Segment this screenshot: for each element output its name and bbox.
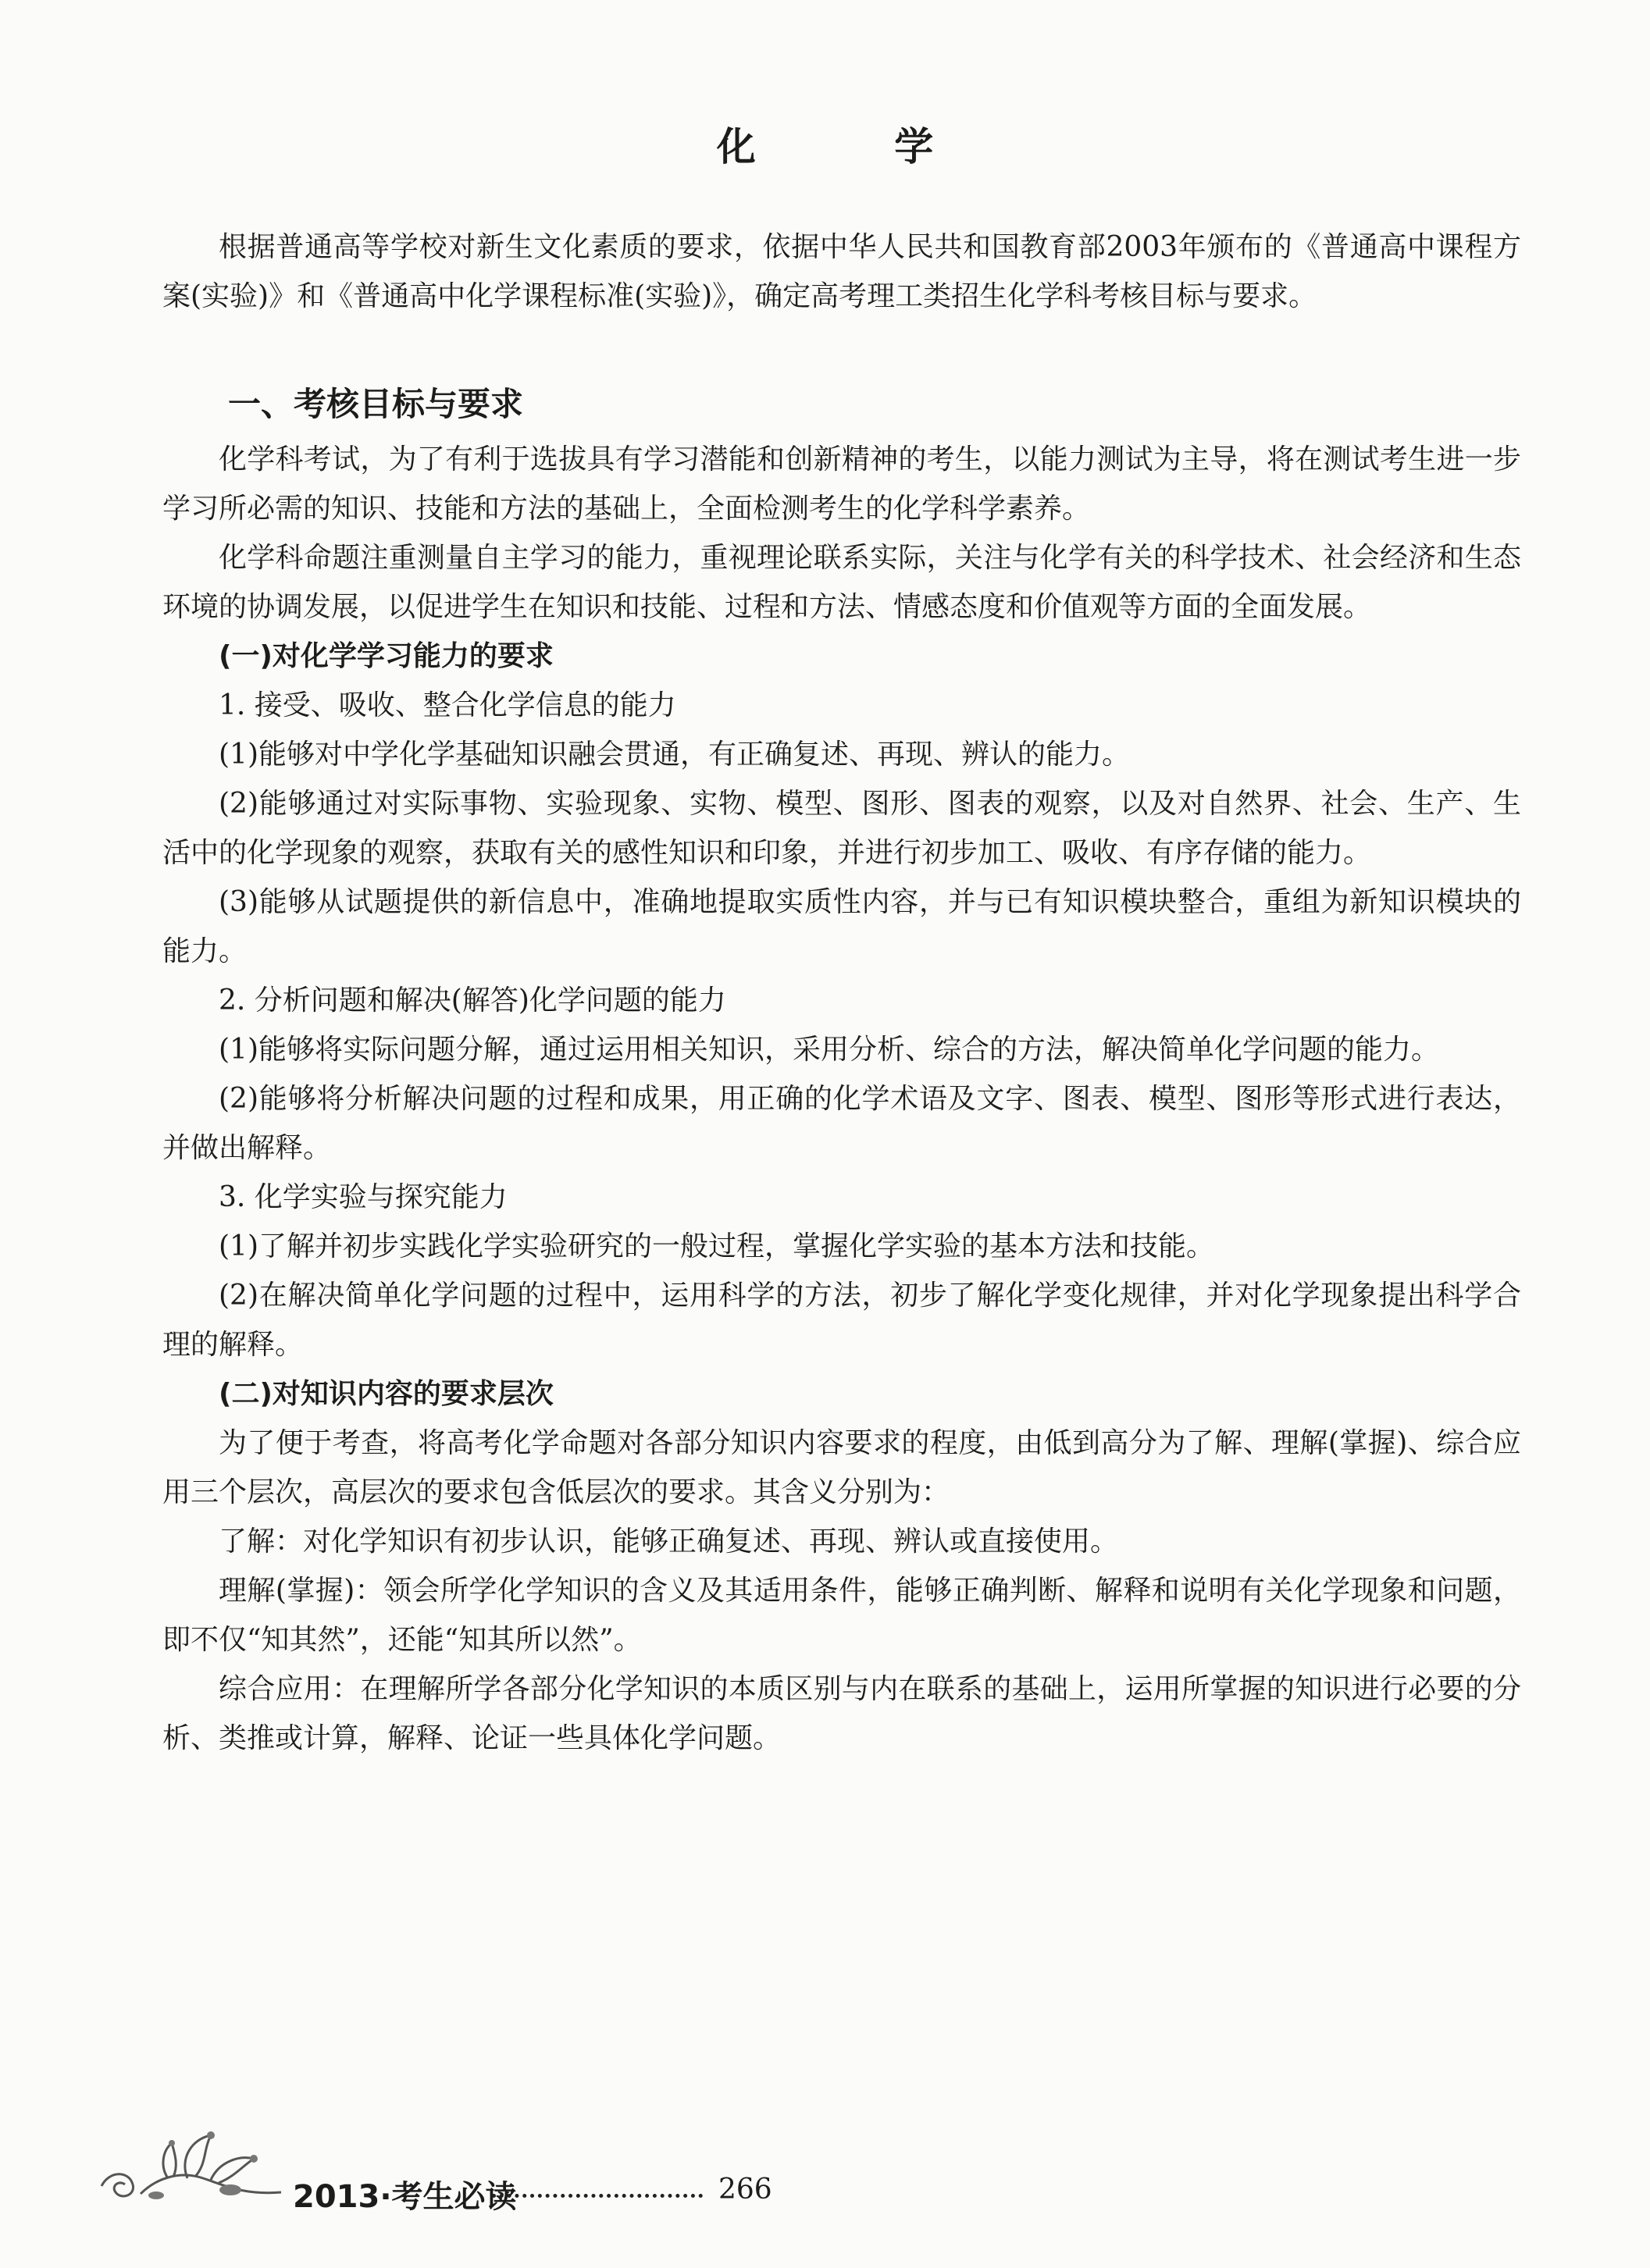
footer-dot-leader [492, 2194, 703, 2198]
subsection-heading: (二)对知识内容的要求层次 [219, 1378, 554, 1410]
section-heading: 一、考核目标与要求 [228, 385, 524, 423]
item-heading: 3. 化学实验与探究能力 [219, 1181, 508, 1213]
paragraph: 化学科命题注重测量自主学习的能力，重视理论联系实际，关注与化学有关的科学技术、社会经济和生态环境的协调发展，以促进学生在知识和技能、过程和方法、情感态度和价值观等方面的全面发展。 [162, 542, 1521, 623]
list-item: (1)能够将实际问题分解，通过运用相关知识，采用分析、综合的方法，解决简单化学问题的能力。 [219, 1034, 1439, 1066]
page-footer [94, 2124, 953, 2215]
item-heading: 1. 接受、吸收、整合化学信息的能力 [219, 689, 676, 721]
definition-item: 了解：对化学知识有初步认识，能够正确复述、再现、辨认或直接使用。 [219, 1526, 1119, 1558]
paragraph: 化学科考试，为了有利于选拔具有学习潜能和创新精神的考生，以能力测试为主导，将在测试考生进一步学习所必需的知识、技能和方法的基础上，全面检测考生的化学科学素养。 [162, 443, 1521, 525]
list-item: (2)能够通过对实际事物、实验现象、实物、模型、图形、图表的观察，以及对自然界、社会、生产、生活中的化学现象的观察，获取有关的感性知识和印象，并进行初步加工、吸收、有序存储的能力。 [162, 788, 1521, 869]
definition-item: 综合应用：在理解所学各部分化学知识的本质区别与内在联系的基础上，运用所掌握的知识进行必要的分析、类推或计算，解释、论证一些具体化学问题。 [162, 1673, 1521, 1754]
list-item: (1)能够对中学化学基础知识融会贯通，有正确复述、再现、辨认的能力。 [219, 739, 1130, 771]
page-number: 266 [718, 2174, 772, 2206]
list-item: (2)能够将分析解决问题的过程和成果，用正确的化学术语及文字、图表、模型、图形等形式进行表达，并做出解释。 [162, 1083, 1521, 1164]
subsection-heading: (一)对化学学习能力的要求 [219, 640, 554, 672]
footer-label: 2013·考生必读 [293, 2179, 517, 2215]
document-body [162, 223, 1521, 1763]
page-title: 化 学 [716, 124, 996, 169]
list-item: (3)能够从试题提供的新信息中，准确地提取实质性内容，并与已有知识模块整合，重组为新知识模块的能力。 [162, 886, 1521, 967]
intro-paragraph: 根据普通高等学校对新生文化素质的要求，依据中华人民共和国教育部2003年颁布的《普通高中课程方案(实验)》和《普通高中化学课程标准(实验)》，确定高考理工类招生化学科考核目标与要求。 [162, 231, 1521, 312]
item-heading: 2. 分析问题和解决(解答)化学问题的能力 [219, 984, 726, 1017]
paragraph: 为了便于考查，将高考化学命题对各部分知识内容要求的程度，由低到高分为了解、理解(掌握)、综合应用三个层次，高层次的要求包含低层次的要求。其含义分别为： [162, 1427, 1521, 1508]
floral-ornament-icon [94, 2124, 289, 2209]
definition-item: 理解(掌握)：领会所学化学知识的含义及其适用条件，能够正确判断、解释和说明有关化学现象和问题，即不仅“知其然”，还能“知其所以然”。 [162, 1575, 1521, 1656]
list-item: (2)在解决简单化学问题的过程中，运用科学的方法，初步了解化学变化规律，并对化学现象提出科学合理的解释。 [162, 1280, 1521, 1361]
list-item: (1)了解并初步实践化学实验研究的一般过程，掌握化学实验的基本方法和技能。 [219, 1230, 1214, 1262]
